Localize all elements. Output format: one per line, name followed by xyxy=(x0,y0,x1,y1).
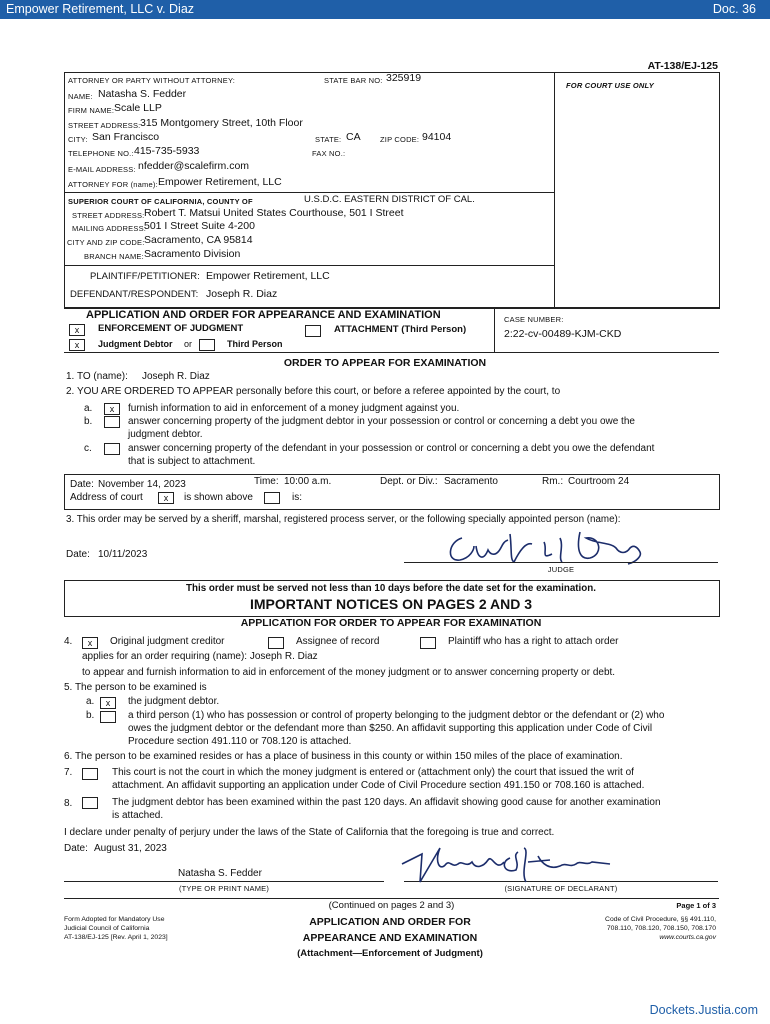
court-county[interactable]: U.S.D.C. EASTERN DISTRICT OF CAL. xyxy=(304,194,475,205)
assignee-checkbox[interactable] xyxy=(268,637,284,649)
declaration-date[interactable]: August 31, 2023 xyxy=(94,843,167,854)
attorney-for[interactable]: Empower Retirement, LLC xyxy=(158,176,282,188)
item7-checkbox[interactable] xyxy=(82,768,98,780)
document-header-bar xyxy=(0,0,770,19)
form-id: AT-138/EJ-125 xyxy=(647,60,718,72)
court-branch[interactable]: Sacramento Division xyxy=(144,248,241,260)
state-bar-value[interactable]: 325919 xyxy=(386,72,422,84)
original-creditor-checkbox[interactable]: x xyxy=(82,637,98,649)
court-street[interactable]: Robert T. Matsui United States Courthouse, 501 I Street xyxy=(144,207,404,219)
person-a-checkbox[interactable]: x xyxy=(100,697,116,709)
attachment-checkbox[interactable] xyxy=(305,325,321,337)
address-is-checkbox[interactable] xyxy=(264,492,280,504)
case-number[interactable]: 2:22-cv-00489-KJM-CKD xyxy=(504,328,622,340)
court-label: SUPERIOR COURT OF CALIFORNIA, COUNTY OF xyxy=(68,197,253,206)
judgment-debtor-checkbox[interactable]: x xyxy=(69,339,85,351)
third-person-checkbox[interactable] xyxy=(199,339,215,351)
address-shown-above-checkbox[interactable]: x xyxy=(158,492,174,504)
attorney-name[interactable]: Natasha S. Fedder xyxy=(98,88,187,100)
order-heading: ORDER TO APPEAR FOR EXAMINATION xyxy=(283,357,487,369)
court-use-label: FOR COURT USE ONLY xyxy=(566,81,654,90)
enforcement-checkbox[interactable]: x xyxy=(69,324,85,336)
court-city-zip[interactable]: Sacramento, CA 95814 xyxy=(144,234,253,246)
application-heading: APPLICATION FOR ORDER TO APPEAR FOR EXAMINATION xyxy=(240,617,542,629)
code-references: Code of Civil Procedure, §§ 491.110, 708.110, 708.120, 708.150, 708.170 www.courts.ca.gov xyxy=(605,916,716,941)
order-signed-date[interactable]: 10/11/2023 xyxy=(98,549,148,560)
plaintiff-attach-checkbox[interactable] xyxy=(420,637,436,649)
email[interactable]: nfedder@scalefirm.com xyxy=(138,160,250,172)
attorney-label: ATTORNEY OR PARTY WITHOUT ATTORNEY: xyxy=(68,76,236,85)
case-title[interactable]: Empower Retirement, LLC v. Diaz xyxy=(6,2,195,16)
person-b-checkbox[interactable] xyxy=(100,711,116,723)
hearing-date[interactable]: November 14, 2023 xyxy=(98,479,186,490)
order-to-name[interactable]: Joseph R. Diaz xyxy=(142,371,210,382)
order-a-checkbox[interactable]: x xyxy=(104,403,120,415)
dockets-justia-link[interactable]: Dockets.Justia.com xyxy=(649,1003,758,1017)
order-b-checkbox[interactable] xyxy=(104,416,120,428)
telephone[interactable]: 415-735-5933 xyxy=(134,145,200,157)
order-c-checkbox[interactable] xyxy=(104,443,120,455)
hearing-time[interactable]: 10:00 a.m. xyxy=(284,476,332,487)
state-bar-label: STATE BAR NO: xyxy=(324,76,383,85)
hearing-room[interactable]: Courtroom 24 xyxy=(568,476,630,487)
hearing-dept[interactable]: Sacramento xyxy=(444,476,498,487)
court-mailing[interactable]: 501 I Street Suite 4-200 xyxy=(144,220,255,232)
footer-title: APPLICATION AND ORDER FOR APPEARANCE AND EXAMINATION (Attachment—Enforcement of Judgment) xyxy=(297,916,483,959)
important-notices: IMPORTANT NOTICES ON PAGES 2 AND 3 xyxy=(249,596,533,612)
state[interactable]: CA xyxy=(346,131,361,143)
caption-title: APPLICATION AND ORDER FOR APPEARANCE AND EXAMINATION xyxy=(86,309,441,321)
firm-name[interactable]: Scale LLP xyxy=(114,102,162,114)
defendant[interactable]: Joseph R. Diaz xyxy=(206,288,278,300)
plaintiff[interactable]: Empower Retirement, LLC xyxy=(206,270,330,282)
form-adopted: Form Adopted for Mandatory Use Judicial Council of California AT-138/EJ-125 [Rev. April 1, 2023] xyxy=(64,916,168,941)
city[interactable]: San Francisco xyxy=(92,131,160,143)
declarant-signature xyxy=(400,842,640,888)
zip-code[interactable]: 94104 xyxy=(422,131,452,143)
street-address[interactable]: 315 Montgomery Street, 10th Floor xyxy=(140,117,303,129)
declarant-name[interactable]: Natasha S. Fedder xyxy=(178,868,262,879)
doc-label[interactable]: Doc. 36 xyxy=(712,2,756,16)
item8-checkbox[interactable] xyxy=(82,797,98,809)
